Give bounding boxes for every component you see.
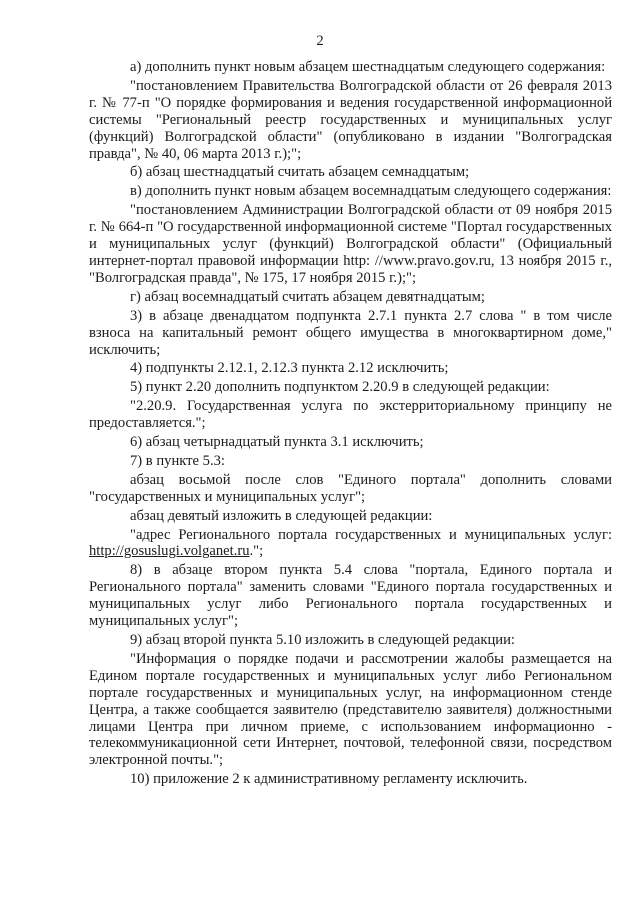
paragraph-8: 8) в абзаце втором пункта 5.4 слова "портала, Единого портала и Регионального портала" заменить словами "Единого портала государственных и муниципальных услуг либо Регионального портала государственных и муниципальных услуг";: [89, 562, 612, 630]
paragraph-7-abzac-8: абзац восьмой после слов "Единого портала" дополнить словами "государственных и муниципальных услуг";: [89, 471, 612, 505]
paragraph-7-abzac-9: абзац девятый изложить в следующей редакции:: [130, 507, 433, 524]
document-body: [89, 59, 612, 788]
paragraph-a: а) дополнить пункт новым абзацем шестнадцатым следующего содержания:: [130, 59, 606, 75]
paragraph-b: б) абзац шестнадцатый считать абзацем семнадцатым;: [130, 164, 470, 181]
paragraph-5: 5) пункт 2.20 дополнить подпунктом 2.20.9 в следующей редакции:: [130, 379, 550, 396]
paragraph-quote-3: "Информация о порядке подачи и рассмотрении жалобы размещается на Едином портале государственных и муниципальных услуг либо Региональном портале государственных и муниципальных услуг, на информационном стенде Центра, а также сообщается заявителю (представителю заявителя) должностными лицами Центра при личном приеме, с использованием информационно - телекоммуникационной сети Интернет, почтовой, телефонной связи, посредством электронной почты.";: [89, 650, 612, 769]
portal-address-text: "адрес Регионального портала государственных и муниципальных услуг:: [130, 526, 612, 543]
paragraph-g: г) абзац восемнадцатый считать абзацем девятнадцатым;: [130, 288, 485, 305]
paragraph-portal-address: [89, 527, 612, 561]
page-number: 2: [316, 33, 324, 49]
paragraph-10: 10) приложение 2 к административному регламенту исключить.: [130, 771, 528, 788]
paragraph-6: 6) абзац четырнадцатый пункта 3.1 исключить;: [130, 434, 424, 451]
paragraph-quote-2: "постановлением Администрации Волгоградской области от 09 ноября 2015 г. № 664-п "О государственной информационной системе "Портал государственных и муниципальных услуг (функций) Волгоградской области" (Официальный интернет-портал правовой информации http: //www.pravo.gov.ru, 13 ноября 2015 г., "Волгоградская правда", № 175, 17 ноября 2015 г.);";: [89, 202, 612, 286]
paragraph-v: в) дополнить пункт новым абзацем восемнадцатым следующего содержания:: [130, 183, 612, 200]
portal-link[interactable]: http://gosuslugi.volganet.ru: [89, 543, 250, 560]
portal-link-tail: .";: [249, 543, 264, 560]
paragraph-3: 3) в абзаце двенадцатом подпункта 2.7.1 пункта 2.7 слова " в том числе взноса на капитальный ремонт общего имущества в многоквартирном доме," исключить;: [89, 307, 612, 358]
paragraph-7: 7) в пункте 5.3:: [130, 452, 225, 469]
paragraph-9: 9) абзац второй пункта 5.10 изложить в следующей редакции:: [130, 632, 515, 648]
paragraph-2-20-9: "2.20.9. Государственная услуга по экстерриториальному принципу не предоставляется.";: [89, 398, 612, 432]
paragraph-4: 4) подпункты 2.12.1, 2.12.3 пункта 2.12 исключить;: [130, 360, 449, 377]
paragraph-quote-1: "постановлением Правительства Волгоградской области от 26 февраля 2013 г. № 77-п "О порядке формирования и ведения государственной информационной системы "Региональный реестр государственных и муниципальных услуг (функций) Волгоградской области" (опубликовано в издании "Волгоградская правда", № 40, 06 марта 2013 г.);";: [89, 77, 612, 162]
